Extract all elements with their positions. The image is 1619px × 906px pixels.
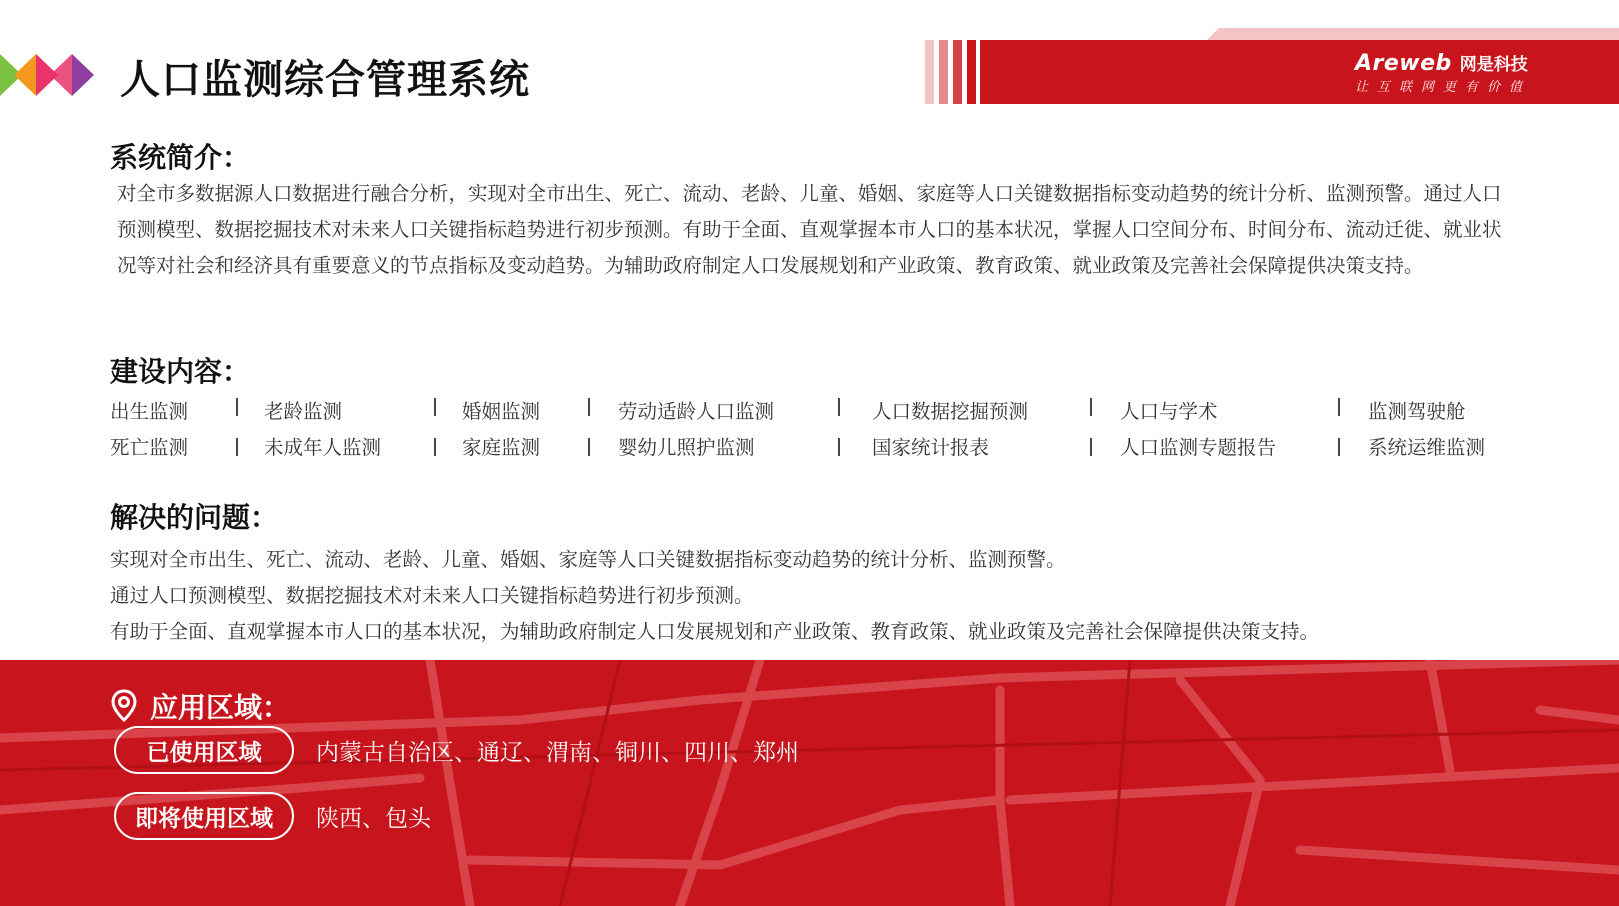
separator [1090,438,1092,456]
content-row-1 [110,396,1510,426]
content-item: 死亡监测 [110,436,189,459]
used-regions-value: 内蒙古自治区、通辽、渭南、铜川、四川、郑州 [316,740,799,766]
content-item: 国家统计报表 [872,436,990,459]
content-item: 家庭监测 [462,436,541,459]
content-item: 监测驾驶舱 [1368,400,1466,423]
separator [588,438,590,456]
separator [1338,398,1340,416]
regions-panel [0,660,1619,906]
intro-heading: 系统简介： [110,141,251,174]
problem-line: 实现对全市出生、死亡、流动、老龄、儿童、婚姻、家庭等人口关键数据指标变动趋势的统计分析、监测预警。 [110,548,1066,571]
content-item: 婴幼儿照护监测 [618,436,755,459]
separator [434,398,436,416]
content-item: 婚姻监测 [462,400,541,423]
regions-heading [110,686,290,726]
problem-line: 通过人口预测模型、数据挖掘技术对未来人口关键指标趋势进行初步预测。 [110,584,754,607]
brand-name: Areweb [1355,51,1452,76]
upcoming-regions-badge: 即将使用区域 [114,792,294,840]
content-item: 人口数据挖掘预测 [872,400,1029,423]
content-item: 出生监测 [110,400,189,423]
separator [588,398,590,416]
brand-cn-name: 网是科技 [1459,55,1528,75]
separator [1090,398,1092,416]
page-title: 人口监测综合管理系统 [120,57,530,103]
regions-heading-label: 应用区域： [150,691,291,724]
separator [434,438,436,456]
separator [1338,438,1340,456]
content-item: 人口与学术 [1120,400,1218,423]
logo-triangles-icon [0,46,96,104]
content-item: 人口监测专题报告 [1120,436,1277,459]
problem-line: 有助于全面、直观掌握本市人口的基本状况，为辅助政府制定人口发展规划和产业政策、教育政策、就业政策及完善社会保障提供决策支持。 [110,620,1320,643]
brand-logo [1355,50,1528,76]
content-heading: 建设内容： [110,355,251,388]
separator [838,398,840,416]
content-item: 老龄监测 [264,400,343,423]
content-item: 未成年人监测 [264,436,382,459]
problems-heading: 解决的问题： [110,501,279,534]
content-row-2 [110,432,1510,462]
used-regions-badge: 已使用区域 [114,726,294,774]
content-item: 系统运维监测 [1368,436,1486,459]
upcoming-regions-value: 陕西、包头 [316,806,431,832]
brand-slogan: 让互联网更有价值 [1355,80,1532,95]
location-pin-icon [110,689,138,723]
separator [236,398,238,416]
separator [236,438,238,456]
separator [838,438,840,456]
content-item: 劳动适龄人口监测 [618,400,775,423]
intro-text: 对全市多数据源人口数据进行融合分析，实现对全市出生、死亡、流动、老龄、儿童、婚姻、家庭等人口关键数据指标变动趋势的统计分析、监测预警。通过人口预测模型、数据挖掘技术对未来人口关键指标趋势进行初步预测。有助于全面、直观掌握本市人口的基本状况，掌握人口空间分布、时间分布、流动迁徙、就业状况等对社会和经济具有重要意义的节点指标及变动趋势。为辅助政府制定人口发展规划和产业政策、教育政策、就业政策及完善社会保障提供决策支持。 [117,182,1502,277]
